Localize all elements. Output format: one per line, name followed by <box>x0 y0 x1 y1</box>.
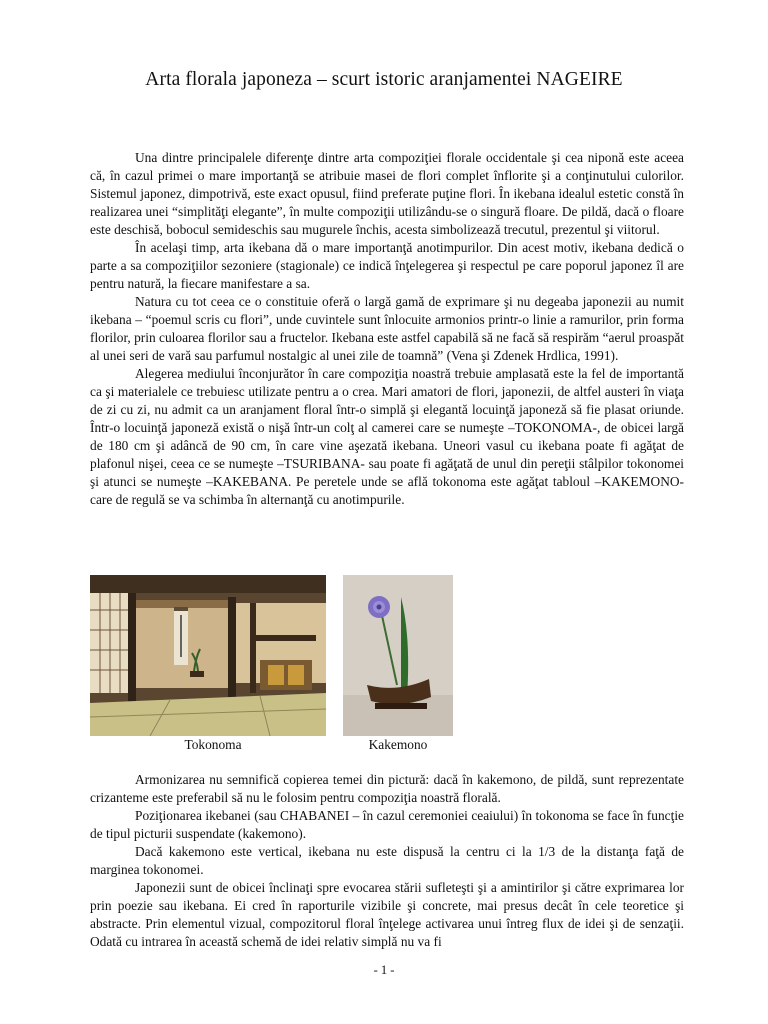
kakemono-photo <box>343 575 453 736</box>
tokonoma-photo <box>90 575 326 736</box>
paragraph: Alegerea mediului înconjurător în care compoziţia noastră trebuie amplasată este la fel de importantă ca şi materialele ce trebuiesc utilizate pentru a o crea. Mari amatori de flori, japonezii, de altfel austeri în viaţa de zi cu zi, nu admit ca un aranjament floral într-o simplă şi elegantă locuinţă japoneză să fie plasat oriunde. Într-o locuinţă japoneză există o nişă într-un colţ al camerei care se numeşte –TOKONOMA-, de obicei largă de 180 cm şi adâncă de 90 cm, în care vine aşezată ikebana. Uneori vasul cu ikebana poate fi agăţat de plafonul nişei, ceea ce se numeşte –TSURIBANA- sau poate fi agăţată de unul din pereţii stâlpilor tokonomei şi atunci se numeşte –KAKEBANA. Pe peretele unde se află tokonoma este agăţat tabloul –KAKEMONO- care de regulă se va schimba în alternanţă cu anotimpurile. <box>90 366 684 507</box>
paragraph: Una dintre principalele diferenţe dintre arta compoziţiei florale occidentale şi cea niponă este aceea că, în cazul primei o mare importanţă se atribuie masei de flori complet înflorite şi a conţinutului culorilor. Sistemul japonez, dimpotrivă, este exact opusul, fiind preferate puţine flori. În ikebana idealul estetic constă în realizarea unei “simplităţi elegante”, în multe compoziţii utilizându-se o singură floare. De pildă, dacă o floare este deschisă, bobocul semideschis sau mugurele închis, acesta simbolizează trecutul, prezentul şi viitorul. <box>90 150 684 237</box>
paragraph: Japonezii sunt de obicei înclinaţi spre evocarea stării sufleteşti şi a amintirilor şi către exprimarea lor prin poezie sau ikebana. Ei cred în raporturile vizibile şi concrete, mai presus decât în cele teoretice şi abstracte. Prin elementul vizual, compozitorul floral înţelege activarea unui întreg flux de idei şi de senzaţii. Odată cu intrarea în această schemă de idei relativ simplă nu va fi <box>90 880 684 949</box>
page-number: - 1 - <box>373 963 395 977</box>
document-title: Arta florala japoneza – scurt istoric aranjamentei NAGEIRE <box>145 69 623 90</box>
text-block-bottom <box>90 771 684 951</box>
paragraph: În acelaşi timp, arta ikebana dă o mare importanţă anotimpurilor. Din acest motiv, ikebana dedică o parte a sa compoziţiilor sezoniere (stagionale) ce indică înţelegerea şi respectul pe care poporul japonez îl are pentru natură, la fiecare manifestare a sa. <box>90 240 684 291</box>
tokonoma-caption: Tokonoma <box>184 737 242 752</box>
paragraph: Natura cu tot ceea ce o constituie oferă o largă gamă de exprimare şi nu degeaba japonezii au numit ikebana – “poemul scris cu flori”, unde cuvintele sunt înlocuite armonios printr-o linie a ramurilor, prin forma florilor, prin culoarea florilor sau a fructelor. Ikebana este astfel capabilă să ne facă să respirăm “aerul proaspăt al unei seri de vară sau parfumul nostalgic al unei zile de toamnă” (Vena şi Zdenek Hrdlica, 1991). <box>90 294 684 363</box>
paragraph: Dacă kakemono este vertical, ikebana nu este dispusă la centru ci la 1/3 de la distanţa faţă de marginea tokonomei. <box>90 844 684 877</box>
paragraph: Armonizarea nu semnifică copierea temei din pictură: dacă în kakemono, de pildă, sunt reprezentate crizanteme este preferabil să nu le folosim pentru compoziţia noastră florală. <box>90 772 684 805</box>
kakemono-caption: Kakemono <box>368 737 428 752</box>
text-block-top <box>90 149 684 509</box>
paragraph: Poziţionarea ikebanei (sau CHABANEI – în cazul ceremoniei ceaiului) în tokonoma se face în funcţie de tipul picturii suspendate (kakemono). <box>90 808 684 841</box>
